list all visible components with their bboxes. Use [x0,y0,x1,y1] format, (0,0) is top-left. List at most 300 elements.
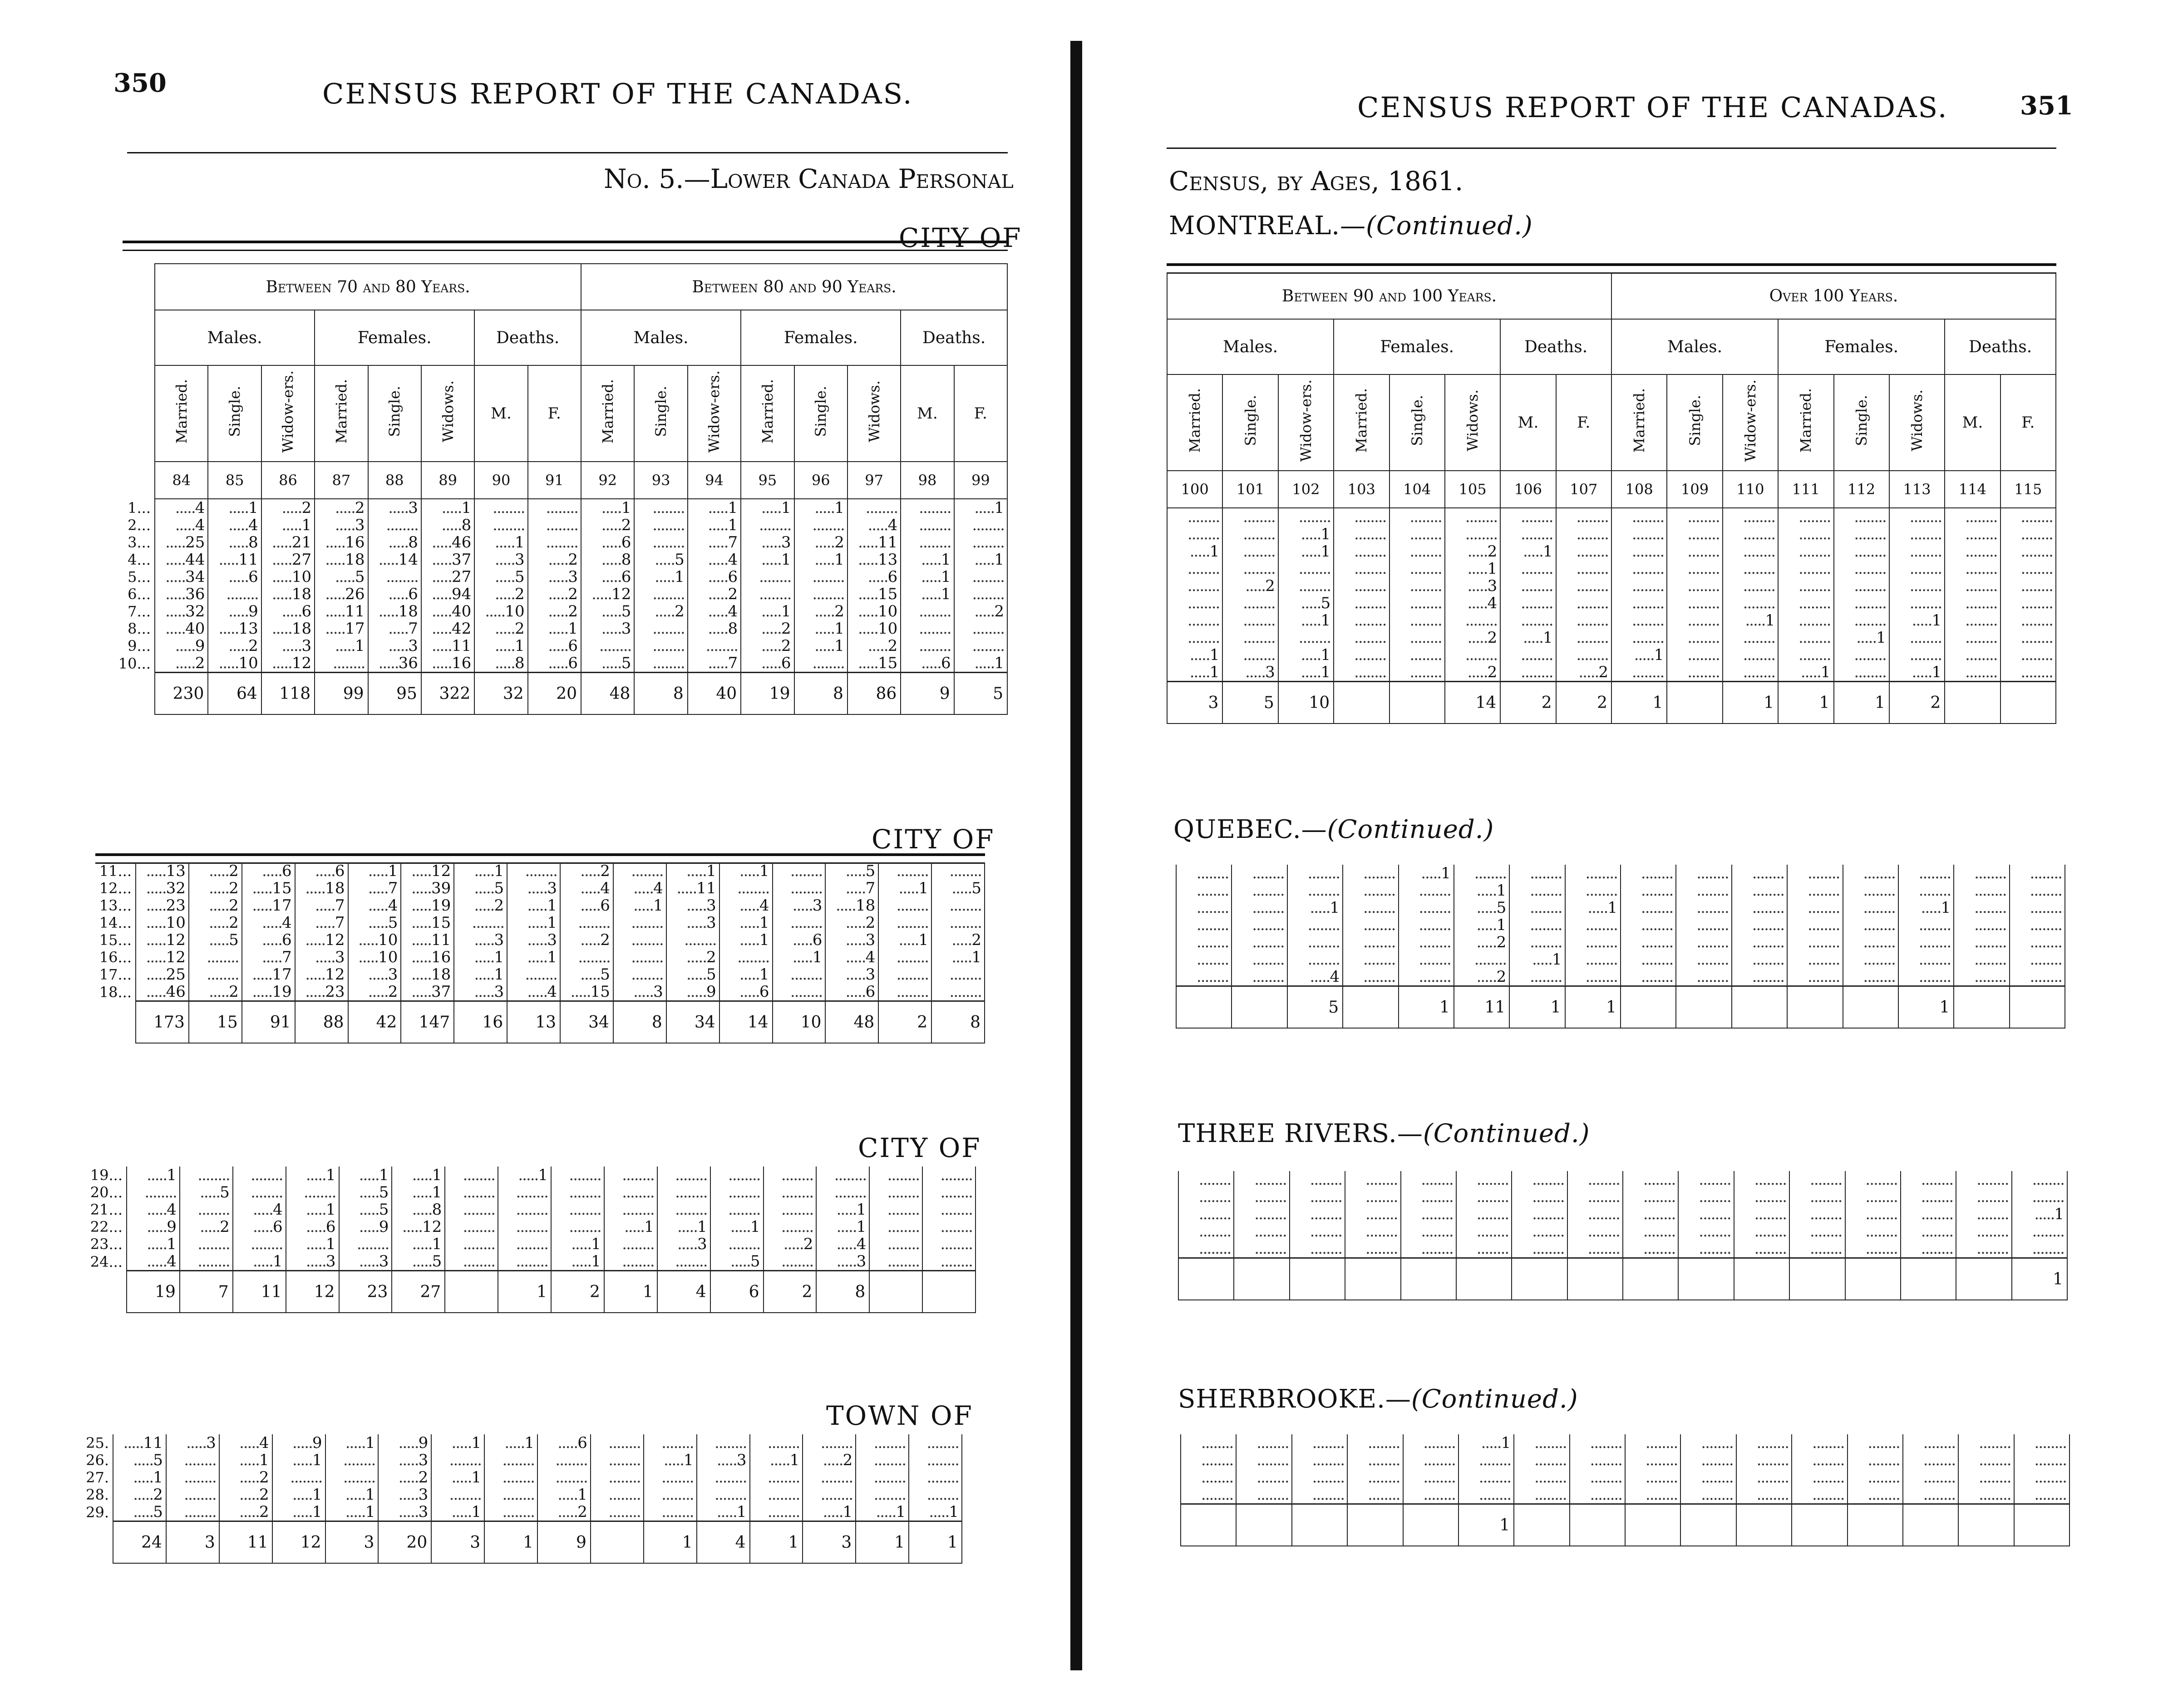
table-cell: ........ [1500,577,1556,595]
table-cell: ........ [325,1452,379,1469]
table-cell: ........ [773,914,826,931]
table-row [91,862,985,880]
table-cell: ........ [1723,646,1778,664]
table-cell: ........ [1834,664,1889,682]
table-cell: ........ [2000,508,2056,526]
table-cell: .....5 [825,862,878,880]
table-row [1178,1223,2067,1240]
total-cell: 8 [613,1001,666,1044]
table-cell: ........ [1792,1486,1847,1504]
table-cell: .....4 [688,551,741,568]
table-cell: ........ [1889,595,1945,612]
table-cell: .....2 [219,1469,272,1486]
table-cell: .....11 [208,551,261,568]
table-row [1178,1188,2067,1206]
table-cell: .....18 [315,551,368,568]
table-cell: ........ [1898,934,1954,951]
table-cell: ........ [166,1503,219,1521]
total-cell [1403,1504,1458,1546]
table-cell: ........ [1611,508,1667,526]
table-row [1178,1171,2067,1188]
total-cell: 1 [604,1271,657,1313]
table-cell: ........ [1570,1452,1625,1469]
column-header: Single. [1389,374,1445,471]
table-cell: .....1 [325,1434,379,1452]
table-row [91,983,985,1001]
table-cell: ........ [233,1235,286,1253]
table-cell: .....1 [272,1452,325,1469]
column-header: Widows. [847,365,901,462]
table-cell: ........ [1222,595,1278,612]
table-cell: ........ [1403,1452,1458,1469]
table-title: Census, by Ages, 1861. [1169,166,1463,197]
table-cell: ........ [1389,560,1445,577]
table-cell: ........ [1843,934,1898,951]
table-cell: ........ [1676,865,1731,882]
table-cell: ........ [1343,968,1398,986]
column-header: Widow-ers. [1278,374,1334,471]
table-cell: ........ [764,1201,817,1218]
table-cell: ........ [1347,1452,1403,1469]
total-cell: 8 [794,673,847,715]
table-cell: ........ [1343,865,1398,882]
table-cell: ........ [1565,865,1621,882]
table-cell: .....2 [219,1503,272,1521]
column-header: Single. [208,365,261,462]
subgroup-header: Deaths. [474,310,581,365]
table-cell: .....2 [474,620,527,637]
table-cell: .....1 [1509,951,1565,968]
table-cell: ........ [1567,1188,1623,1206]
total-cell: 1 [1611,682,1667,724]
table-cell: .....6 [847,568,901,586]
column-number: 99 [954,462,1007,499]
table-cell: .....5 [339,1184,392,1201]
table-cell: .....1 [1723,612,1778,629]
table-cell: ........ [1567,1240,1623,1258]
table-cell: ........ [1567,1223,1623,1240]
table-cell: ........ [1732,951,1787,968]
table-row [113,551,1007,568]
table-cell: ........ [710,1184,764,1201]
table-cell: .....1 [1454,916,1509,934]
table-cell: ........ [1512,1188,1567,1206]
table-cell: ........ [1889,508,1945,526]
total-cell: 9 [901,673,954,715]
table-cell: .....6 [286,1218,339,1235]
table-cell: ........ [901,499,954,517]
table-cell: ........ [1565,951,1621,968]
table-cell: ........ [166,1452,219,1469]
total-cell [1176,986,1232,1029]
total-cell: 11 [219,1521,272,1564]
table-cell: ........ [773,966,826,983]
section-heading: QUEBEC.—(Continued.) [1173,815,1494,844]
table-cell: ........ [1345,1240,1400,1258]
table-cell: ........ [741,517,794,534]
page-number: 351 [2020,91,2073,121]
table-cell: .....1 [931,949,985,966]
table-cell: .....12 [136,931,189,949]
total-cell: 19 [741,673,794,715]
table-cell: .....1 [1889,612,1945,629]
table-row [68,1503,962,1521]
table-cell: .....1 [507,897,560,914]
table-cell: .....2 [180,1218,233,1235]
column-number: 90 [474,462,527,499]
table-cell: .....1 [878,931,931,949]
table-cell: .....1 [1458,1434,1514,1452]
table-cell: .....3 [368,499,421,517]
table-cell: .....18 [261,620,315,637]
table-cell: ........ [773,983,826,1001]
table-cell: .....1 [421,499,474,517]
table-cell: ........ [1956,1206,2011,1223]
total-cell: 118 [261,673,315,715]
table-cell: ........ [1676,968,1731,986]
table-cell: .....12 [261,655,315,673]
table-row [1181,1469,2069,1486]
table-cell: ........ [613,914,666,931]
total-cell: 32 [474,673,527,715]
table-cell: ........ [1509,899,1565,916]
total-row [1178,1258,2067,1300]
table-cell: ........ [1956,1188,2011,1206]
table-cell: .....2 [764,1235,817,1253]
column-number: 103 [1334,471,1389,508]
table-cell: ........ [1778,526,1833,543]
table-cell: ........ [1458,1452,1514,1469]
column-header: Widows. [1889,374,1945,471]
table-cell: ........ [166,1469,219,1486]
table-cell: ........ [2000,629,2056,646]
table-cell: ........ [1236,1452,1291,1469]
table-cell: ........ [1178,1188,1234,1206]
table-cell: ........ [551,1201,604,1218]
table-cell: ........ [856,1469,909,1486]
table-row [1167,526,2056,543]
table-cell: ........ [1292,1434,1347,1452]
table-cell: ........ [1789,1171,1845,1188]
table-cell: ........ [1345,1171,1400,1188]
table-cell: ........ [233,1167,286,1184]
table-cell: ........ [1178,1171,1234,1188]
column-header: Married. [1778,374,1833,471]
table-row [1176,951,2065,968]
table-cell: ........ [454,914,507,931]
total-row [91,1001,985,1044]
table-cell: .....2 [803,1452,856,1469]
table-cell: ........ [339,1235,392,1253]
table-cell: .....16 [315,534,368,551]
table-cell: ........ [1232,916,1287,934]
column-number: 102 [1278,471,1334,508]
table-cell: .....1 [1287,899,1343,916]
total-row [82,1271,976,1313]
total-cell: 12 [286,1271,339,1313]
table-cell: .....1 [719,862,773,880]
table-cell: ........ [1680,1486,1736,1504]
table-cell: ........ [1234,1188,1289,1206]
table-cell: ........ [1232,968,1287,986]
row-label: 13... [99,897,132,914]
table-cell: ........ [1732,882,1787,899]
total-cell [2000,682,2056,724]
table-cell: .....1 [634,568,687,586]
table-cell: ........ [931,862,985,880]
table-cell: .....3 [474,551,527,568]
table-cell: ........ [909,1434,962,1452]
table-cell: .....3 [825,966,878,983]
table-cell: ........ [604,1201,657,1218]
table-cell: ........ [180,1167,233,1184]
table-cell: ........ [1667,560,1722,577]
table-cell: .....1 [954,499,1007,517]
table-cell: ........ [1234,1240,1289,1258]
table-cell: ........ [1345,1223,1400,1240]
table-cell: ........ [2000,560,2056,577]
table-cell: .....6 [242,931,295,949]
table-cell: .....1 [750,1452,803,1469]
table-cell: .....34 [155,568,208,586]
table-cell: ........ [710,1235,764,1253]
table-cell: .....1 [528,620,581,637]
total-cell: 147 [401,1001,454,1044]
table-cell: .....5 [315,568,368,586]
total-cell: 64 [208,673,261,715]
table-cell: .....6 [261,603,315,620]
table-cell: ........ [901,534,954,551]
table-cell: .....1 [286,1235,339,1253]
table-cell: ........ [954,517,1007,534]
table-cell: ........ [1347,1486,1403,1504]
census-table [1167,272,2056,724]
table-cell: .....1 [794,637,847,655]
table-cell: ........ [1456,1171,1512,1188]
table-cell: .....3 [166,1434,219,1452]
table-cell: .....1 [909,1503,962,1521]
table-cell: .....2 [1445,543,1500,560]
total-row [68,1521,962,1564]
table-cell: .....9 [339,1218,392,1235]
table-cell: ........ [1680,1434,1736,1452]
total-cell: 6 [710,1271,764,1313]
table-cell: .....1 [219,1452,272,1469]
total-cell [1956,1258,2011,1300]
table-cell: .....1 [498,1167,551,1184]
table-cell: .....2 [847,637,901,655]
total-cell: 24 [113,1521,166,1564]
table-cell: ........ [764,1167,817,1184]
table-cell: ........ [1778,646,1833,664]
table-cell: ........ [1845,1223,1901,1240]
row-label: 1... [128,499,151,517]
total-cell: 16 [454,1001,507,1044]
table-cell: ........ [1954,899,2009,916]
table-cell: .....1 [901,586,954,603]
table-cell: ........ [1678,1240,1734,1258]
table-cell: .....6 [537,1434,591,1452]
table-cell: .....13 [208,620,261,637]
table-cell: ........ [1500,526,1556,543]
table-cell: ........ [613,862,666,880]
table-cell: .....3 [773,897,826,914]
table-cell: .....2 [1445,629,1500,646]
table-cell: ........ [878,914,931,931]
table-cell: .....8 [581,551,634,568]
table-cell: .....36 [155,586,208,603]
table-cell: ........ [1667,646,1722,664]
running-head: CENSUS REPORT OF THE CANADAS. [1357,91,1948,124]
table-cell: .....1 [113,1469,166,1486]
table-cell: ........ [1167,526,1222,543]
table-cell: ........ [1611,664,1667,682]
double-rule [123,241,1008,251]
total-cell: 1 [1834,682,1889,724]
row-label: 8... [128,620,151,637]
table-cell: ........ [1178,1206,1234,1223]
table-cell: ........ [507,966,560,983]
table-cell: ........ [1954,968,2009,986]
table-cell: ........ [1834,595,1889,612]
table-row [1167,508,2056,526]
age-group-header: Between 70 and 80 Years. [155,264,581,310]
total-cell: 42 [348,1001,401,1044]
table-cell: ........ [1676,882,1731,899]
table-cell: .....5 [454,880,507,897]
table-row [1176,865,2065,882]
column-header: Single. [368,365,421,462]
table-cell: ........ [1792,1452,1847,1469]
table-cell: ........ [1736,1434,1792,1452]
table-cell: ........ [1898,882,1954,899]
table-cell: .....10 [348,931,401,949]
table-cell: .....1 [878,880,931,897]
table-cell: ........ [719,880,773,897]
column-number: 94 [688,462,741,499]
table-cell: ........ [1958,1452,2014,1469]
table-cell: .....19 [242,983,295,1001]
total-cell: 2 [1889,682,1945,724]
column-number: 110 [1723,471,1778,508]
table-cell: ........ [878,983,931,1001]
table-cell: ........ [1176,865,1232,882]
table-cell: ........ [1611,560,1667,577]
table-cell: ........ [856,1452,909,1469]
table-cell: .....37 [421,551,474,568]
table-cell: .....11 [421,637,474,655]
table-cell: ........ [2000,595,2056,612]
census-table-section-1 [113,263,1008,715]
total-cell: 1 [750,1521,803,1564]
table-cell: ........ [1556,595,1611,612]
table-cell: ........ [1954,934,2009,951]
table-cell: .....1 [431,1434,484,1452]
table-cell: ........ [1178,1240,1234,1258]
table-cell: .....2 [528,603,581,620]
table-cell: ........ [1509,882,1565,899]
total-cell [1334,682,1389,724]
total-cell: 2 [551,1271,604,1313]
table-cell: .....1 [741,499,794,517]
table-cell: .....2 [794,534,847,551]
total-cell [1945,682,2000,724]
table-cell: ........ [1509,934,1565,951]
table-cell: ........ [1625,1452,1680,1469]
column-number: 105 [1445,471,1500,508]
table-cell: .....2 [155,655,208,673]
table-cell: ........ [1945,629,2000,646]
table-cell: ........ [1625,1434,1680,1452]
total-cell [1570,1504,1625,1546]
table-cell: .....2 [688,586,741,603]
table-cell: ........ [498,1235,551,1253]
table-cell: ........ [2014,1486,2069,1504]
table-cell: .....1 [551,1253,604,1271]
table-cell: .....9 [272,1434,325,1452]
row-label: 11... [99,862,132,880]
table-cell: ........ [1454,951,1509,968]
table-cell: .....6 [741,655,794,673]
table-cell: ........ [1343,916,1398,934]
table-cell: ........ [2014,1452,2069,1469]
table-row [113,568,1007,586]
table-cell: ........ [1399,951,1454,968]
table-cell: .....16 [421,655,474,673]
total-cell: 2 [878,1001,931,1044]
table-cell: .....21 [261,534,315,551]
table-cell: ........ [1556,508,1611,526]
table-cell: ........ [1278,577,1334,595]
table-cell: ........ [2012,1240,2067,1258]
age-group-header: Between 90 and 100 Years. [1167,273,1611,319]
table-cell: ........ [484,1486,537,1503]
row-label: 19... [90,1167,123,1184]
table-cell: .....25 [136,966,189,983]
table-cell: ........ [445,1201,498,1218]
table-cell: .....4 [155,499,208,517]
table-cell: ........ [869,1201,922,1218]
table-cell: .....4 [155,517,208,534]
table-row [1167,560,2056,577]
row-label: 6... [128,586,151,603]
table-cell: ........ [189,949,242,966]
table-cell: ........ [1343,934,1398,951]
table-cell: ........ [1903,1434,1958,1452]
table-cell: .....1 [613,897,666,914]
table-cell: ........ [1734,1188,1789,1206]
table-cell: ........ [1789,1240,1845,1258]
total-cell: 40 [688,673,741,715]
table-cell: ........ [644,1434,697,1452]
table-cell: .....1 [286,1167,339,1184]
table-cell: ........ [591,1469,644,1486]
table-cell: ........ [2010,951,2065,968]
table-cell: ........ [1611,612,1667,629]
table-row [1176,968,2065,986]
table-cell: .....40 [155,620,208,637]
table-cell: .....23 [136,897,189,914]
table-cell: ........ [1232,951,1287,968]
total-cell [1181,1504,1236,1546]
table-cell: .....6 [208,568,261,586]
table-cell: ........ [1901,1223,1956,1240]
table-cell: .....2 [537,1503,591,1521]
total-cell [1958,1504,2014,1546]
table-cell: ........ [794,655,847,673]
table-cell: ........ [1945,526,2000,543]
table-cell: ........ [1234,1223,1289,1240]
